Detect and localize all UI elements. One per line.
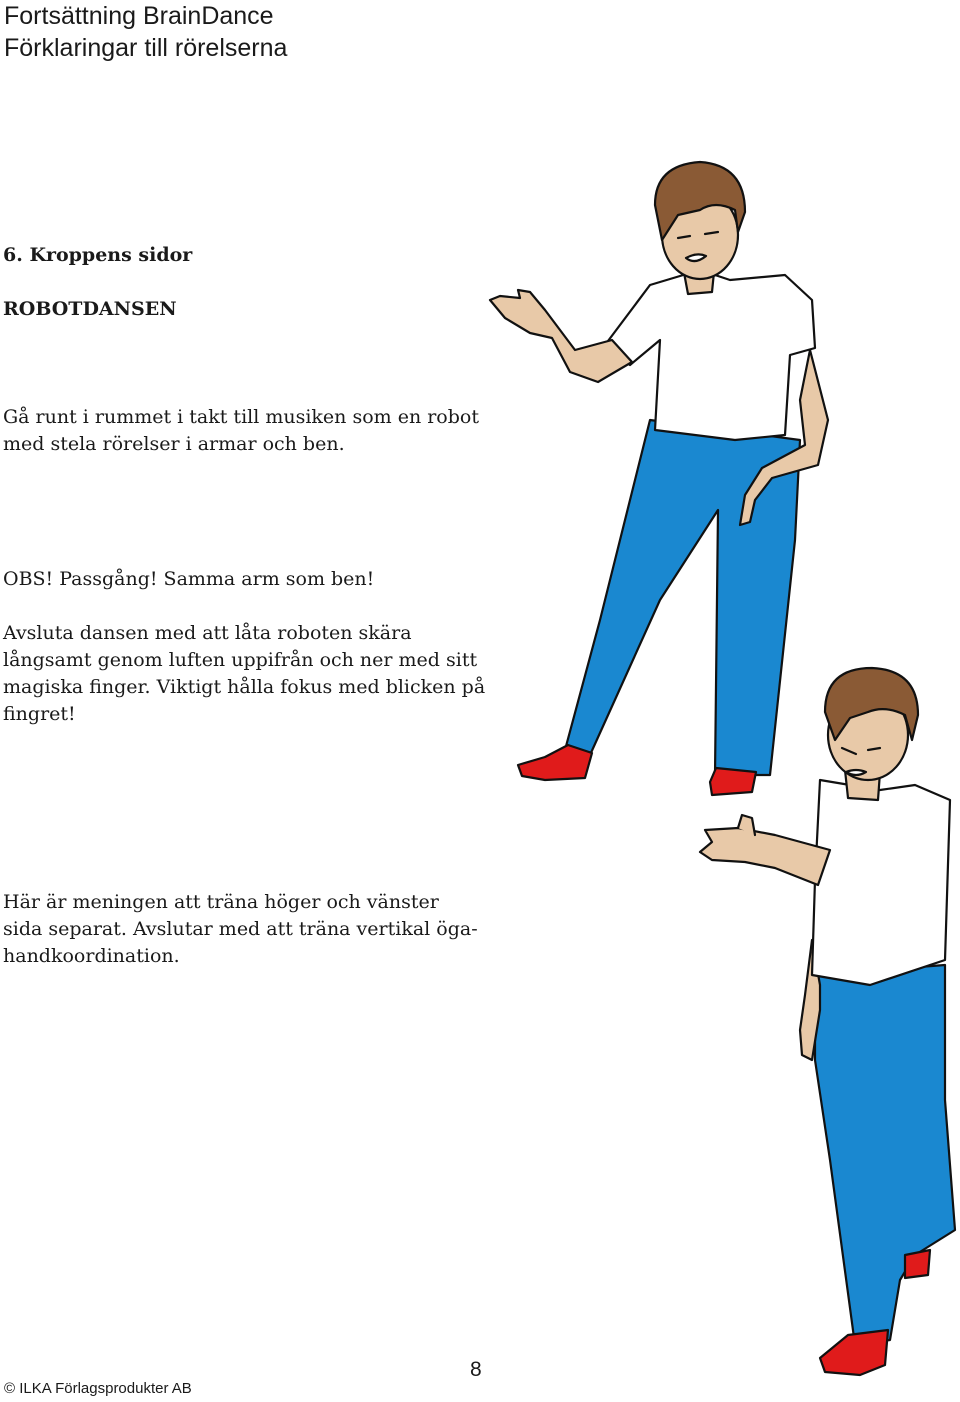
paragraph2-line3: magiska finger. Viktigt hålla fokus med blicken på [3,676,486,698]
paragraph1-line1: Gå runt i rummet i takt till musiken som en robot [3,406,479,428]
paragraph2-line4: fingret! [3,703,76,725]
paragraph3-line2: sida separat. Avslutar med att träna vertikal öga- [3,918,478,940]
paragraph1-line2: med stela rörelser i armar och ben. [3,433,345,455]
paragraph3-line3: handkoordination. [3,945,180,967]
obs-note: OBS! Passgång! Samma arm som ben! [3,568,375,590]
header-title-line1: Fortsättning BrainDance [4,2,274,30]
paragraph2-line1: Avsluta dansen med att låta roboten skära [3,622,412,644]
section-heading: 6. Kroppens sidor [3,244,193,266]
page-number: 8 [470,1358,482,1381]
paragraph2-line2: långsamt genom luften uppifrån och ner med sitt [3,649,478,671]
section-subheading: ROBOTDANSEN [3,298,177,320]
magic-finger-figure-illustration [690,660,960,1385]
copyright-notice: © ILKA Förlagsprodukter AB [4,1380,192,1397]
header-title-line2: Förklaringar till rörelserna [4,34,288,62]
page-header [4,0,287,64]
paragraph3-line1: Här är meningen att träna höger och vänster [3,891,439,913]
